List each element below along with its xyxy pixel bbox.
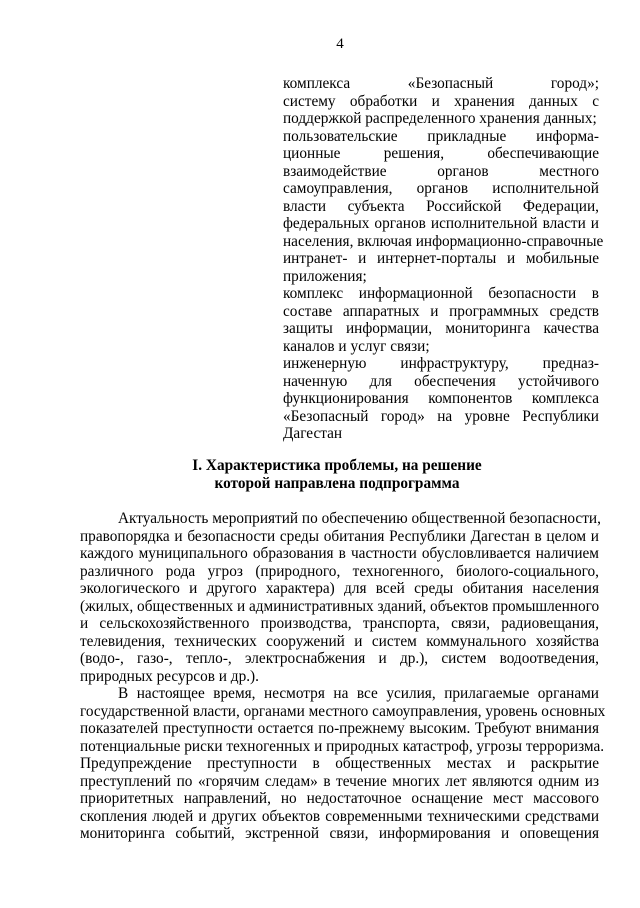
list-line: власти субъекта Российской Федерации, — [283, 197, 599, 215]
list-continuation — [283, 75, 604, 443]
list-line: интранет- и интернет-порталы и мобильные — [283, 250, 599, 267]
list-line: «Безопасный город» на уровне Республики — [283, 407, 599, 425]
paragraph-line: различного рода угроз (природного, техногенного, биолого-социального, — [80, 562, 599, 580]
paragraph-line: (водо-, газо-, тепло-, электроснабжения и др.), систем водоотведения, — [80, 650, 599, 667]
list-line: составе аппаратных и программных средств — [283, 302, 599, 320]
page-number: 4 — [336, 36, 344, 52]
paragraph-line: показателей преступности остается по-прежнему высоким. Требуют внимания — [80, 720, 599, 737]
paragraph-line: природных ресурсов и др.). — [80, 667, 259, 685]
list-line: Дагестан — [283, 425, 343, 442]
paragraph-1 — [80, 510, 599, 685]
paragraph-line: экологического и другого характера) для всей среды обитания населения — [80, 580, 599, 597]
list-line: функционирования компонентов комплекса — [283, 390, 599, 407]
paragraph-line: государственной власти, органами местного самоуправления, уровень основных — [80, 702, 606, 720]
list-line: поддержкой распределенного хранения данных; — [283, 110, 597, 127]
paragraph-line: скопления людей и других объектов современными техническими средствами — [80, 807, 599, 825]
section-heading — [0, 457, 640, 493]
list-line: наченную для обеспечения устойчивого — [283, 372, 599, 390]
paragraph-line: телевидения, технических сооружений и систем коммунального хозяйства — [80, 632, 599, 650]
body-text — [80, 510, 606, 843]
paragraph-line: приоритетных направлений, но недостаточное оснащение мест массового — [80, 790, 599, 807]
paragraph-line: и сельскохозяйственного производства, транспорта, связи, радиовещания, — [80, 615, 599, 632]
list-line: защиты информации, мониторинга качества — [283, 320, 599, 337]
list-line: комплекса «Безопасный город»; — [283, 75, 599, 92]
list-line: приложения; — [283, 267, 367, 285]
list-line: населения, включая информационно-справочные — [283, 232, 604, 250]
paragraph-line: мониторинга событий, экстренной связи, информирования и оповещения — [80, 825, 599, 842]
section-heading-line: которой направлена подпрограмма — [214, 475, 460, 492]
list-line: пользовательские прикладные информа- — [283, 127, 599, 145]
list-line: систему обработки и хранения данных с — [283, 92, 599, 110]
list-line: комплекс информационной безопасности в — [283, 285, 599, 302]
list-line: самоуправления, органов исполнительной — [283, 180, 599, 197]
paragraph-line: В настоящее время, несмотря на все усилия, прилагаемые органами — [118, 685, 599, 702]
section-heading-line: I. Характеристика проблемы, на решение — [192, 457, 482, 474]
list-line: взаимодействие органов местного — [283, 162, 599, 180]
paragraph-line: (жилых, общественных и административных зданий, объектов промышленного — [80, 597, 600, 615]
paragraph-2 — [80, 685, 606, 843]
list-line: каналов и услуг связи; — [283, 337, 430, 355]
paragraph-line: потенциальные риски техногенных и природных катастроф, угрозы терроризма. — [80, 737, 605, 755]
paragraph-line: каждого муниципального образования в частности обусловливается наличием — [80, 545, 599, 562]
paragraph-line: преступлений по «горячим следам» в течение многих лет являются одним из — [80, 772, 599, 790]
list-line: федеральных органов исполнительной власти и — [283, 215, 599, 232]
paragraph-line: Актуальность мероприятий по обеспечению общественной безопасности, — [118, 510, 601, 527]
list-line: инженерную инфраструктуру, предназ- — [283, 355, 599, 372]
paragraph-line: правопорядка и безопасности среды обитания Республики Дагестан в целом и — [80, 527, 599, 545]
paragraph-line: Предупреждение преступности в общественных местах и раскрытие — [80, 755, 599, 772]
list-line: ционные решения, обеспечивающие — [283, 145, 599, 162]
